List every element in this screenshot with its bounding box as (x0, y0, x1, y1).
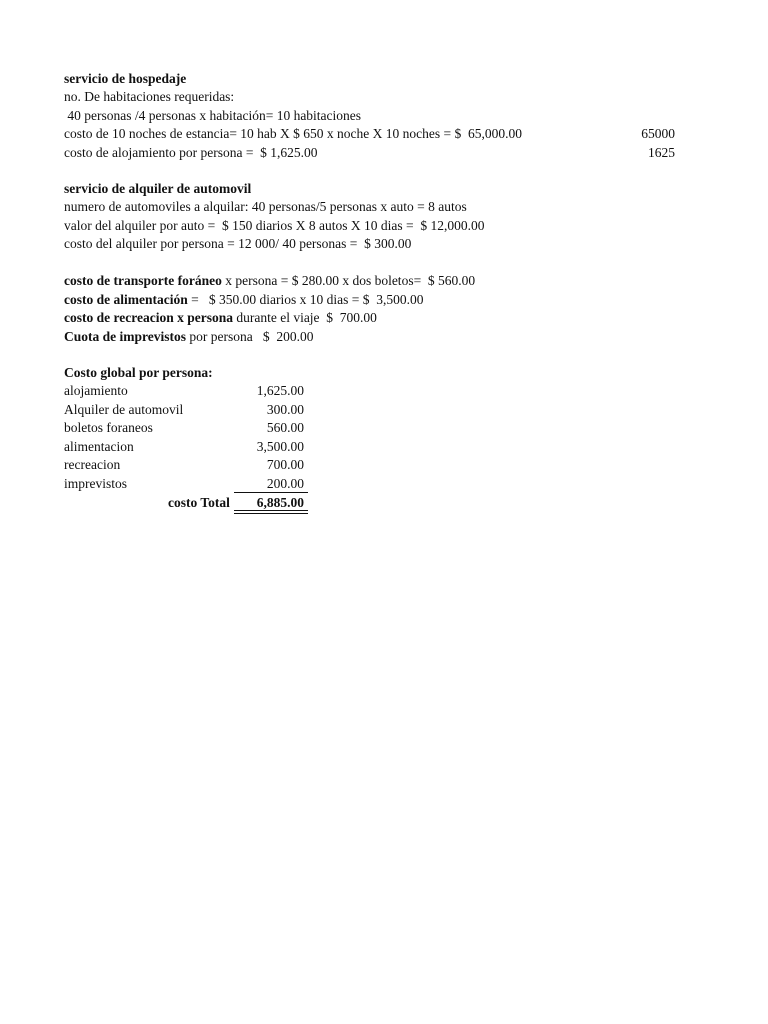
imprevistos-detail: por persona $ 200.00 (186, 329, 314, 344)
hospedaje-line-4-value: 1625 (648, 145, 675, 160)
subtotal-rule (234, 492, 308, 493)
alquiler-title: servicio de alquiler de automovil (64, 181, 252, 196)
total-double-rule (234, 510, 308, 514)
transporte-line (64, 272, 475, 290)
hospedaje-line-2: 40 personas /4 personas x habitación= 10 habitaciones (64, 108, 362, 123)
recreacion-label: costo de recreacion x persona (64, 310, 233, 325)
alimentacion-line (64, 291, 423, 309)
summary-value-imprevistos: 200.00 (266, 476, 304, 491)
hospedaje-line-3: costo de 10 noches de estancia= 10 hab X $ 650 x noche X 10 noches = $ 65,000.00 (64, 126, 523, 141)
summary-label-alojamiento: alojamiento (64, 383, 128, 398)
recreacion-line (64, 309, 377, 327)
summary-label-boletos: boletos foraneos (64, 420, 153, 435)
summary-value-alojamiento: 1,625.00 (256, 383, 304, 398)
alquiler-line-3: costo del alquiler por persona = 12 000/ 40 personas = $ 300.00 (64, 236, 412, 251)
hospedaje-line-4: costo de alojamiento por persona = $ 1,625.00 (64, 145, 318, 160)
global-title: Costo global por persona: (64, 365, 213, 380)
hospedaje-title: servicio de hospedaje (64, 71, 187, 86)
summary-label-recreacion: recreacion (64, 457, 121, 472)
alquiler-line-2: valor del alquiler por auto = $ 150 diarios X 8 autos X 10 dias = $ 12,000.00 (64, 218, 485, 233)
summary-value-alimentacion: 3,500.00 (256, 439, 304, 454)
summary-label-alimentacion: alimentacion (64, 439, 134, 454)
transporte-label: costo de transporte foráneo (64, 273, 222, 288)
summary-label-imprevistos: imprevistos (64, 476, 127, 491)
alimentacion-detail: = $ 350.00 diarios x 10 dias = $ 3,500.00 (187, 292, 424, 307)
summary-label-alquiler: Alquiler de automovil (64, 402, 184, 417)
imprevistos-label: Cuota de imprevistos (64, 329, 187, 344)
hospedaje-line-3-value: 65000 (641, 126, 675, 141)
summary-value-recreacion: 700.00 (266, 457, 304, 472)
summary-value-boletos: 560.00 (266, 420, 304, 435)
imprevistos-line (64, 328, 314, 346)
total-value: 6,885.00 (256, 495, 304, 510)
hospedaje-line-1: no. De habitaciones requeridas: (64, 89, 235, 104)
recreacion-detail: durante el viaje $ 700.00 (232, 310, 377, 325)
transporte-detail: x persona = $ 280.00 x dos boletos= $ 560.00 (221, 273, 476, 288)
total-label: costo Total (168, 495, 230, 510)
summary-value-alquiler: 300.00 (266, 402, 304, 417)
alquiler-line-1: numero de automoviles a alquilar: 40 personas/5 personas x auto = 8 autos (64, 199, 467, 214)
alimentacion-label: costo de alimentación (64, 292, 188, 307)
